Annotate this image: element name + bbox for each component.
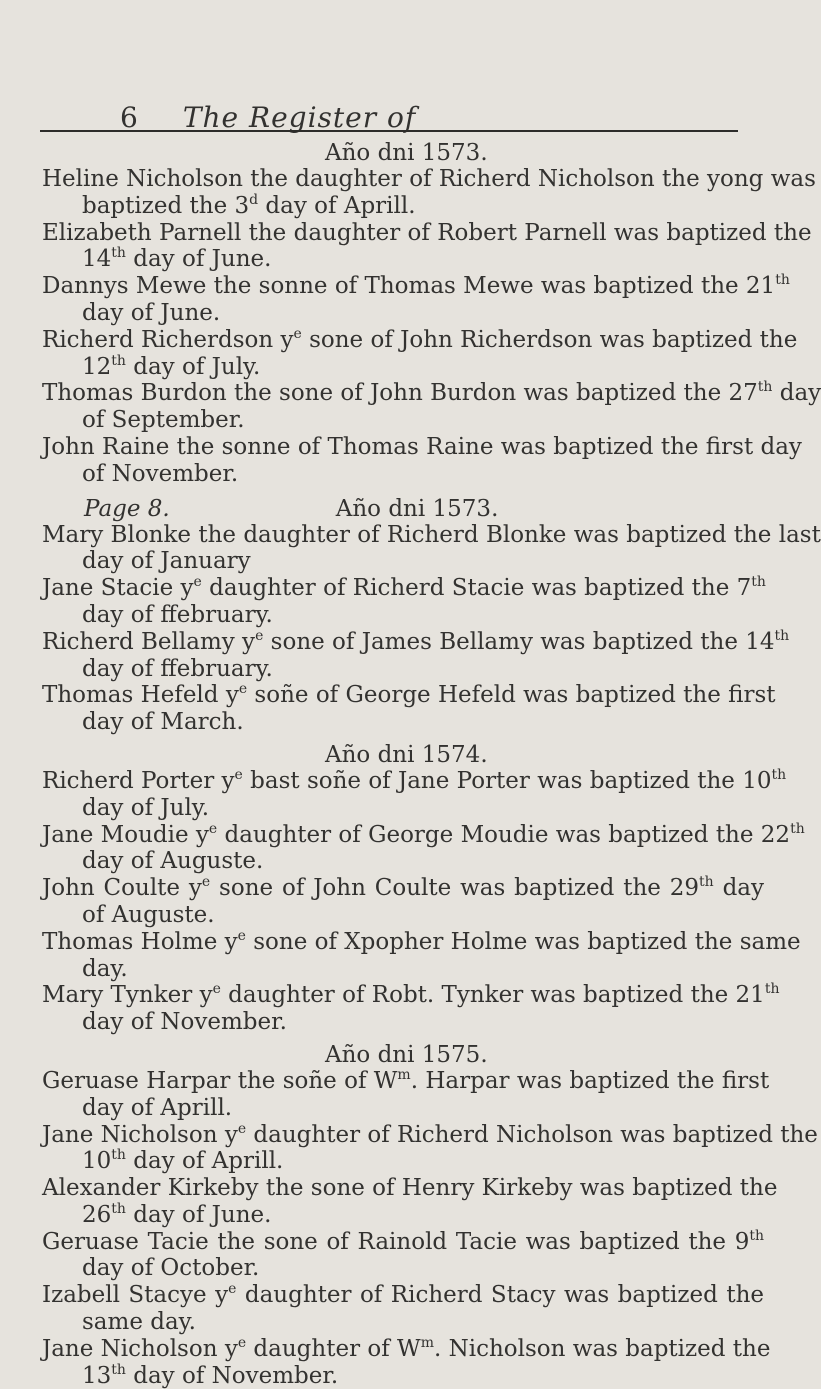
entry-line: Dannys Mewe the sonne of Thomas Mewe was baptized the 21th	[42, 272, 790, 300]
entry-line: Jane Moudie $y^e$ daughter of George Moudie was baptized the 22th	[42, 820, 805, 848]
entry-line: Mary Blonke the daughter of Richerd Blonke was baptized the last	[42, 521, 821, 548]
entry-continuation: 13th day of November.	[82, 1361, 339, 1389]
baptism-entry	[42, 681, 776, 736]
entry-continuation: 10th day of Aprill.	[82, 1147, 284, 1175]
entry-continuation: day of January	[82, 548, 251, 575]
entry-continuation: of November.	[82, 460, 239, 487]
entry-continuation: of September.	[82, 407, 245, 434]
entry-continuation: day of November.	[82, 1009, 287, 1036]
entry-continuation: 26th day of June.	[82, 1200, 272, 1228]
entry-continuation: day of March.	[82, 709, 244, 736]
entry-line: Alexander Kirkeby the sone of Henry Kirkeby was baptized the	[42, 1175, 778, 1202]
entry-line: Richerd Richerdson $y^e$ sone of John Richerdson was baptized the	[42, 325, 798, 353]
entry-line: Jane Nicholson $y^e$ daughter of Richerd Nicholson was baptized the	[42, 1120, 818, 1148]
baptism-entry	[42, 272, 790, 327]
baptism-entry	[42, 433, 802, 488]
baptism-entry	[42, 1282, 764, 1336]
entry-continuation: baptized the 3$^d$ day of Aprill.	[82, 191, 416, 219]
entry-line: Jane Stacie $y^e$ daughter of Richerd Stacie was baptized the 7th	[42, 574, 766, 602]
entry-continuation: day of Auguste.	[82, 848, 264, 875]
baptism-entry	[42, 1334, 771, 1389]
entry-continuation: day of Aprill.	[82, 1094, 233, 1121]
baptism-entry	[42, 379, 821, 434]
baptism-entry	[42, 166, 816, 220]
entry-continuation: 12th day of July.	[82, 352, 261, 380]
baptism-entry	[42, 627, 790, 683]
entry-continuation: day of ffebruary.	[82, 655, 273, 682]
entry-line: Richerd Porter $y^e$ bast soñe of Jane Porter was baptized the 10th	[42, 766, 787, 794]
baptism-entry	[42, 1120, 818, 1176]
header-rule	[40, 130, 738, 132]
entry-line: John Raine the sonne of Thomas Raine was baptized the first day	[42, 433, 802, 460]
entry-line: Elizabeth Parnell the daughter of Robert Parnell was baptized the	[42, 219, 812, 246]
entry-line: Thomas Burdon the sone of John Burdon was baptized the 27th day	[42, 379, 821, 407]
register-body	[42, 140, 821, 1389]
entry-line: Geruase Tacie the sone of Rainold Tacie was baptized the 9th	[42, 1227, 764, 1255]
baptism-entry	[42, 575, 764, 629]
entry-continuation: day of June.	[82, 299, 221, 326]
year-heading: Page 8. Año dni 1573.	[84, 495, 499, 522]
entry-continuation: of Auguste.	[82, 901, 215, 928]
baptism-entry	[42, 766, 787, 822]
entry-continuation: same day.	[82, 1309, 196, 1336]
year-heading: Año dni 1574.	[325, 741, 488, 768]
entry-line: Richerd Bellamy $y^e$ sone of James Bellamy was baptized the 14th	[42, 627, 790, 655]
entry-line: Thomas Hefeld $y^e$ soñe of George Hefeld was baptized the first	[42, 681, 776, 709]
baptism-entry	[42, 219, 812, 274]
entry-line: Heline Nicholson the daughter of Richerd Nicholson the yong was	[42, 166, 816, 192]
entry-continuation: day.	[82, 955, 128, 982]
baptism-entry	[42, 1175, 778, 1229]
baptism-entry	[42, 325, 798, 381]
baptism-entry	[42, 1229, 764, 1283]
entry-continuation: day of October.	[82, 1255, 260, 1282]
baptism-entry	[42, 521, 821, 576]
running-title: The Register of	[182, 101, 417, 134]
entry-continuation: day of July.	[82, 794, 210, 821]
entry-line: John Coulte $y^e$ sone of John Coulte was baptized the 29th day	[42, 874, 764, 902]
baptism-entry	[42, 820, 805, 876]
baptism-entry	[42, 1066, 770, 1122]
baptism-entry	[42, 927, 801, 983]
entry-line: Izabell Stacye $y^e$ daughter of Richerd Stacy was baptized the	[42, 1281, 764, 1309]
entry-line: Jane Nicholson $y^e$ daughter of $W^m$. Nicholson was baptized the	[42, 1334, 771, 1362]
page-number: 6	[120, 101, 139, 134]
entry-line: Geruase Harpar the soñe of $W^m$. Harpar was baptized the first	[42, 1066, 770, 1094]
entry-continuation: day of ffebruary.	[82, 601, 273, 628]
baptism-entry	[42, 981, 780, 1036]
entry-continuation: 14th day of June.	[82, 245, 272, 273]
entry-line: Mary Tynker $y^e$ daughter of Robt. Tynker was baptized the 21th	[42, 981, 780, 1009]
entry-line: Thomas Holme $y^e$ sone of Xpopher Holme was baptized the same	[42, 927, 801, 955]
year-heading: Año dni 1575.	[325, 1041, 488, 1068]
baptism-entry	[42, 875, 764, 929]
year-heading: Año dni 1573.	[325, 140, 488, 166]
